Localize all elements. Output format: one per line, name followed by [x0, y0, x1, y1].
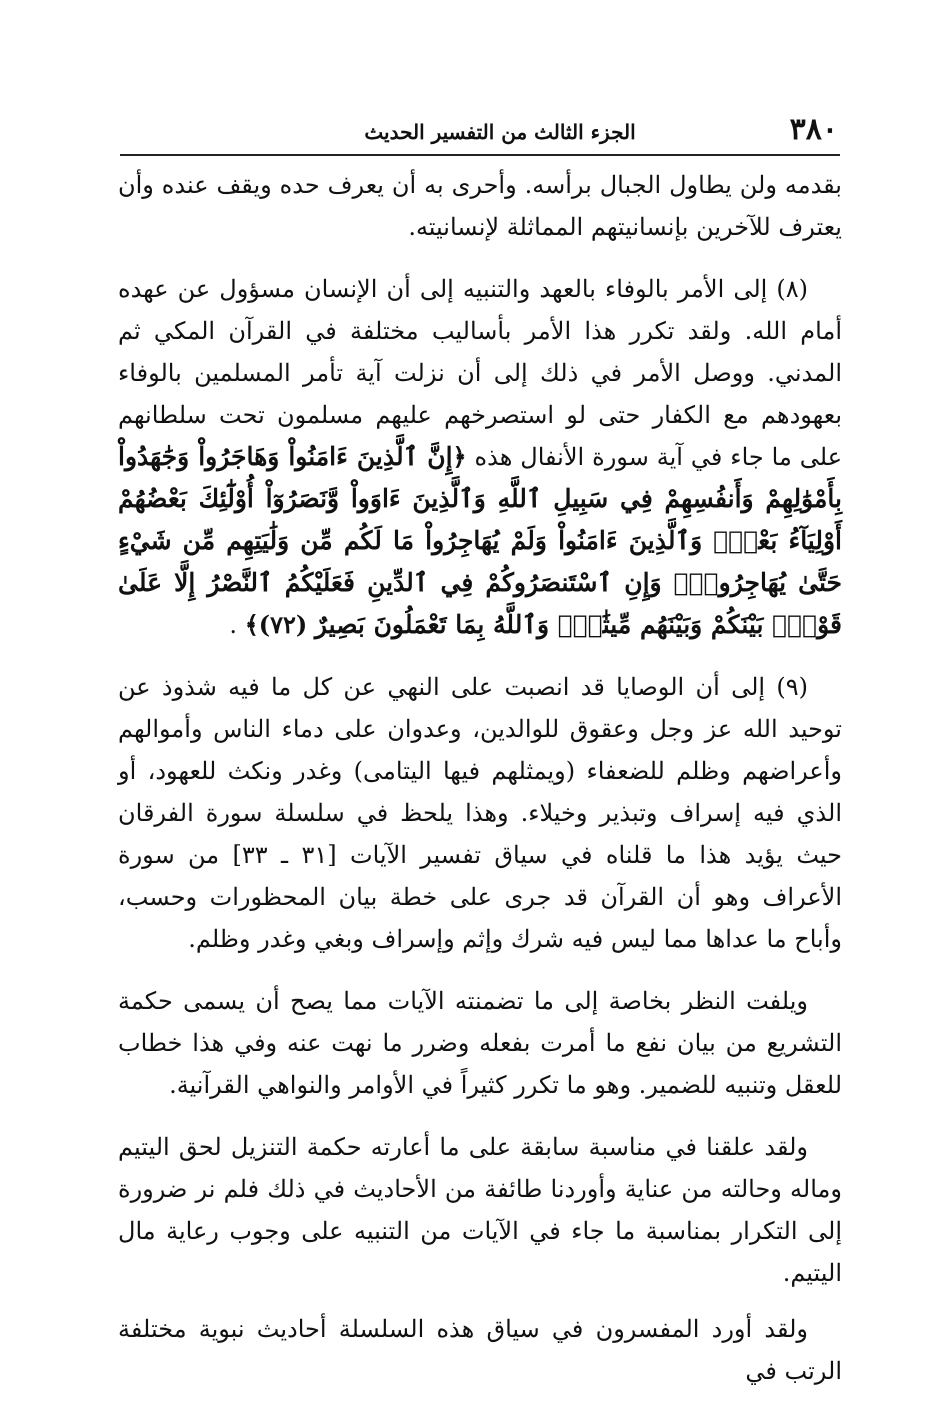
- paragraph-continuation: [118, 164, 842, 248]
- paragraph-text: ويلفت النظر بخاصة إلى ما تضمنته الآيات مما يصح أن يسمى حكمة التشريع من بيان نفع ما أمرت بفعله وضرر ما نهت عنه وفي هذا خطاب للعقل وتنبيه للضمير. وهو ما تكرر كثيراً في الأوامر والنواهي القرآنية.: [118, 987, 842, 1099]
- paragraph-wisdom: [118, 980, 842, 1106]
- quran-verse: إِنَّ ٱلَّذِينَ ءَامَنُواْ وَهَاجَرُواْ وَجَٰهَدُواْ بِأَمْوَٰلِهِمْ وَأَنفُسِهِمْ فِي سَبِيلِ ٱللَّهِ وَٱلَّذِينَ ءَاوَواْ وَّنَصَرُوٓاْ أُوْلَٰٓئِكَ بَعْضُهُمْ أَوْلِيَآءُ بَعْضٍۚ وَٱلَّذِينَ ءَامَنُواْ وَلَمْ يُهَاجِرُواْ مَا لَكُم مِّن وَلَٰيَتِهِم مِّن شَيْءٍ حَتَّىٰ يُهَاجِرُواْۚ وَإِنِ ٱسْتَنصَرُوكُمْ فِي ٱلدِّينِ فَعَلَيْكُمُ ٱلنَّصْرُ إِلَّا عَلَىٰ قَوْمِۭ بَيْنَكُمْ وَبَيْنَهُم مِّيثَٰقٌۗ وَٱللَّهُ بِمَا تَعْمَلُونَ بَصِيرٌ: [118, 442, 842, 639]
- quran-close-bracket: ﴾: [244, 610, 259, 639]
- quran-open-bracket: ﴿: [452, 442, 467, 471]
- verse-number: (٧٢): [258, 610, 308, 639]
- paragraph-item-8: [118, 268, 842, 646]
- paragraph-text: (٩) إلى أن الوصايا قد انصبت على النهي عن كل ما فيه شذوذ عن توحيد الله عز وجل وعقوق للوالدين، وعدوان على دماء الناس وأموالهم وأعراضهم وظلم للضعفاء (ويمثلهم فيها اليتامى) وغدر ونكث للعهود، أو الذي فيه إسراف وتبذير وخيلاء. وهذا يلحظ في سلسلة سورة الفرقان حيث يؤيد هذا ما قلناه في سياق تفسير الآيات [٣١ ـ ٣٣] من سورة الأعراف وهو أن القرآن قد جرى على خطة بيان المحظورات وحسب، وأباح ما عداها مما ليس فيه شرك وإثم وإسراف وبغي وغدر وظلم.: [118, 673, 843, 953]
- paragraph-text: (٨) إلى الأمر بالوفاء بالعهد والتنبيه إلى أن الإنسان مسؤول عن عهده أمام الله. ولقد تكرر هذا الأمر بأساليب مختلفة في القرآن المكي ثم المدني. ووصل الأمر في ذلك إلى أن نزلت آية تأمر المسلمين بالوفاء بعهودهم مع الكفار حتى لو استصرخهم عليهم مسلمون تحت سلطانهم على ما جاء في آية سورة الأنفال هذه: [118, 275, 843, 471]
- page-header: [120, 112, 838, 152]
- paragraph-item-9: [118, 666, 842, 960]
- sentence-end: .: [229, 611, 245, 639]
- page-number: ٣٨٠: [789, 112, 838, 147]
- page-body: [118, 164, 842, 1412]
- paragraph-text: بقدمه ولن يطاول الجبال برأسه. وأحرى به أن يعرف حده ويقف عنده وأن يعترف للآخرين بإنسانيتهم المماثلة لإنسانيته.: [118, 171, 842, 241]
- paragraph-orphan: [118, 1126, 842, 1294]
- paragraph-text: ولقد علقنا في مناسبة سابقة على ما أعارته حكمة التنزيل لحق اليتيم وماله وحالته من عناية وأوردنا طائفة من الأحاديث في ذلك فلم نر ضرورة إلى التكرار بمناسبة ما جاء في الآيات من التنبيه على وجوب رعاية مال اليتيم.: [118, 1133, 842, 1287]
- paragraph-text: ولقد أورد المفسرون في سياق هذه السلسلة أحاديث نبوية مختلفة الرتب في: [118, 1315, 842, 1385]
- paragraph-hadith: [118, 1308, 842, 1392]
- header-rule: [120, 154, 840, 156]
- running-title: الجزء الثالث من التفسير الحديث: [364, 120, 636, 144]
